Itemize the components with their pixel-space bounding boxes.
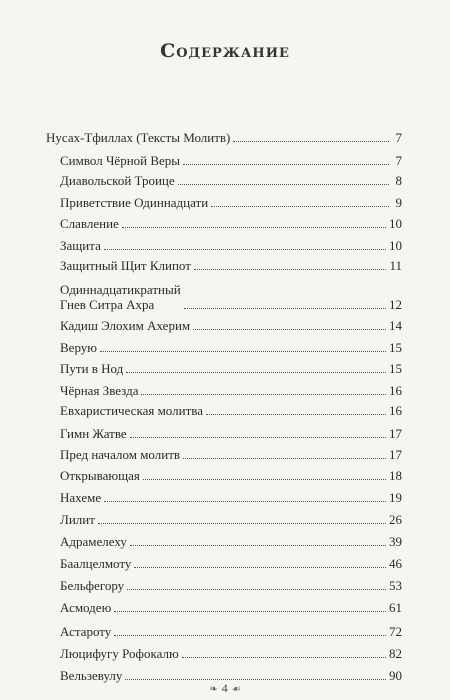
- toc-entry: [60, 153, 402, 168]
- toc-entry-page: 9: [395, 195, 402, 210]
- dot-leader: [100, 351, 386, 352]
- toc-entry-page: 17: [389, 447, 402, 462]
- dot-leader: [104, 249, 386, 250]
- toc-entry-title: Диавольской Троице: [60, 173, 175, 188]
- toc-entry: [60, 238, 402, 253]
- dot-leader: [184, 308, 386, 309]
- toc-entry-title: Приветствие Одиннадцати: [60, 195, 209, 210]
- toc-entry-title: Защитный Щит Клипот: [60, 258, 191, 273]
- dot-leader: [122, 227, 386, 228]
- toc-entry: [60, 426, 402, 441]
- toc-entry-page: 7: [395, 130, 402, 145]
- toc-entry-title: Асмодею: [60, 600, 112, 615]
- dot-leader: [104, 501, 386, 502]
- toc-entry-page: 19: [389, 490, 402, 505]
- dot-leader: [127, 589, 386, 590]
- toc-entry-title: Нусах-Тфиллах (Тексты Молитв): [46, 130, 231, 145]
- dot-leader: [126, 372, 386, 373]
- toc-entry: [60, 383, 402, 398]
- toc-entry: [60, 195, 402, 210]
- toc-entry-page: 8: [395, 173, 402, 188]
- dot-leader: [130, 437, 386, 438]
- toc-entry-title: Одиннадцатикратный Гнев Ситра Ахра: [60, 282, 181, 312]
- toc-entry-title: Пути в Нод: [60, 361, 124, 376]
- dot-leader: [98, 523, 386, 524]
- toc-entry-page: 15: [389, 340, 402, 355]
- toc-entry-page: 72: [389, 624, 402, 639]
- toc-entry-page: 15: [389, 361, 402, 376]
- toc-entry: [60, 173, 402, 188]
- toc-entry: [60, 556, 402, 571]
- toc-entry: [60, 600, 402, 615]
- toc-entry: [60, 512, 402, 527]
- toc-entry-page: 11: [389, 258, 402, 273]
- toc-entry-title: Открывающая: [60, 468, 140, 483]
- toc-entry-title: Пред началом молитв: [60, 447, 181, 462]
- toc-entry: [60, 447, 402, 462]
- toc-entry-title: Адрамелеху: [60, 534, 127, 549]
- toc-entry-title: Евхаристическая молитва: [60, 403, 203, 418]
- toc-entry-page: 53: [389, 578, 402, 593]
- toc-entry: [60, 490, 402, 505]
- toc-entry-title: Нахеме: [60, 490, 102, 505]
- toc-entry: [60, 361, 402, 376]
- dot-leader: [194, 269, 387, 270]
- toc-entry: [60, 216, 402, 231]
- toc-entry-title: Защита: [60, 238, 101, 253]
- dot-leader: [114, 635, 386, 636]
- toc-entry: [60, 340, 402, 355]
- dot-leader: [130, 545, 386, 546]
- toc-entry-title: Астароту: [60, 624, 112, 639]
- toc-entry: [60, 282, 402, 312]
- toc-entry-page: 10: [389, 238, 402, 253]
- toc-entry: [46, 130, 402, 145]
- toc-entry-page: 46: [389, 556, 402, 571]
- dot-leader: [143, 479, 386, 480]
- ornament-left-icon: ❧: [209, 684, 218, 695]
- toc-entry-page: 17: [389, 426, 402, 441]
- page-number: [0, 681, 450, 696]
- toc-entry-page: 39: [389, 534, 402, 549]
- toc-entry-title: Верую: [60, 340, 97, 355]
- toc-entry-title: Гимн Жатве: [60, 426, 127, 441]
- dot-leader: [114, 611, 386, 612]
- ornament-right-icon: ☙: [231, 684, 241, 695]
- toc-entry-title: Лилит: [60, 512, 95, 527]
- toc-entry: [60, 534, 402, 549]
- toc-entry-page: 18: [389, 468, 402, 483]
- toc-entry-page: 14: [389, 318, 402, 333]
- toc-entry-title: Баалцелмоту: [60, 556, 132, 571]
- toc-entry-title: Вельзевулу: [60, 668, 123, 683]
- toc-entry-page: 61: [389, 600, 402, 615]
- dot-leader: [182, 657, 386, 658]
- toc-entry-page: 10: [389, 216, 402, 231]
- toc-entry-page: 12: [389, 297, 402, 312]
- dot-leader: [233, 141, 389, 142]
- dot-leader: [134, 567, 386, 568]
- toc-entry-page: 90: [389, 668, 402, 683]
- dot-leader: [206, 414, 386, 415]
- toc-entry-page: 26: [389, 512, 402, 527]
- dot-leader: [125, 679, 386, 680]
- toc-entry-page: 7: [395, 153, 402, 168]
- dot-leader: [183, 458, 386, 459]
- toc-entry-title: Чёрная Звезда: [60, 383, 139, 398]
- toc-entry: [60, 578, 402, 593]
- toc-entry-title: Бельфегору: [60, 578, 125, 593]
- toc-entry-title: Кадиш Элохим Ахерим: [60, 318, 191, 333]
- dot-leader: [178, 184, 389, 185]
- dot-leader: [193, 329, 386, 330]
- toc-entry-title: Люцифугу Рофокалю: [60, 646, 179, 661]
- toc-entry-title: Символ Чёрной Веры: [60, 153, 181, 168]
- toc-entry: [60, 624, 402, 639]
- page-title: Содержание: [160, 40, 290, 62]
- toc-entry-title: Славление: [60, 216, 119, 231]
- toc-entry: [60, 468, 402, 483]
- folio-number: 4: [221, 681, 228, 695]
- toc-entry: [60, 646, 402, 661]
- toc-entry-page: 16: [389, 383, 402, 398]
- dot-leader: [141, 394, 386, 395]
- dot-leader: [183, 164, 389, 165]
- toc-entry: [60, 318, 402, 333]
- toc-entry-page: 16: [389, 403, 402, 418]
- toc-entry: [60, 403, 402, 418]
- toc-entry: [60, 258, 402, 273]
- toc-entry-page: 82: [389, 646, 402, 661]
- dot-leader: [211, 206, 389, 207]
